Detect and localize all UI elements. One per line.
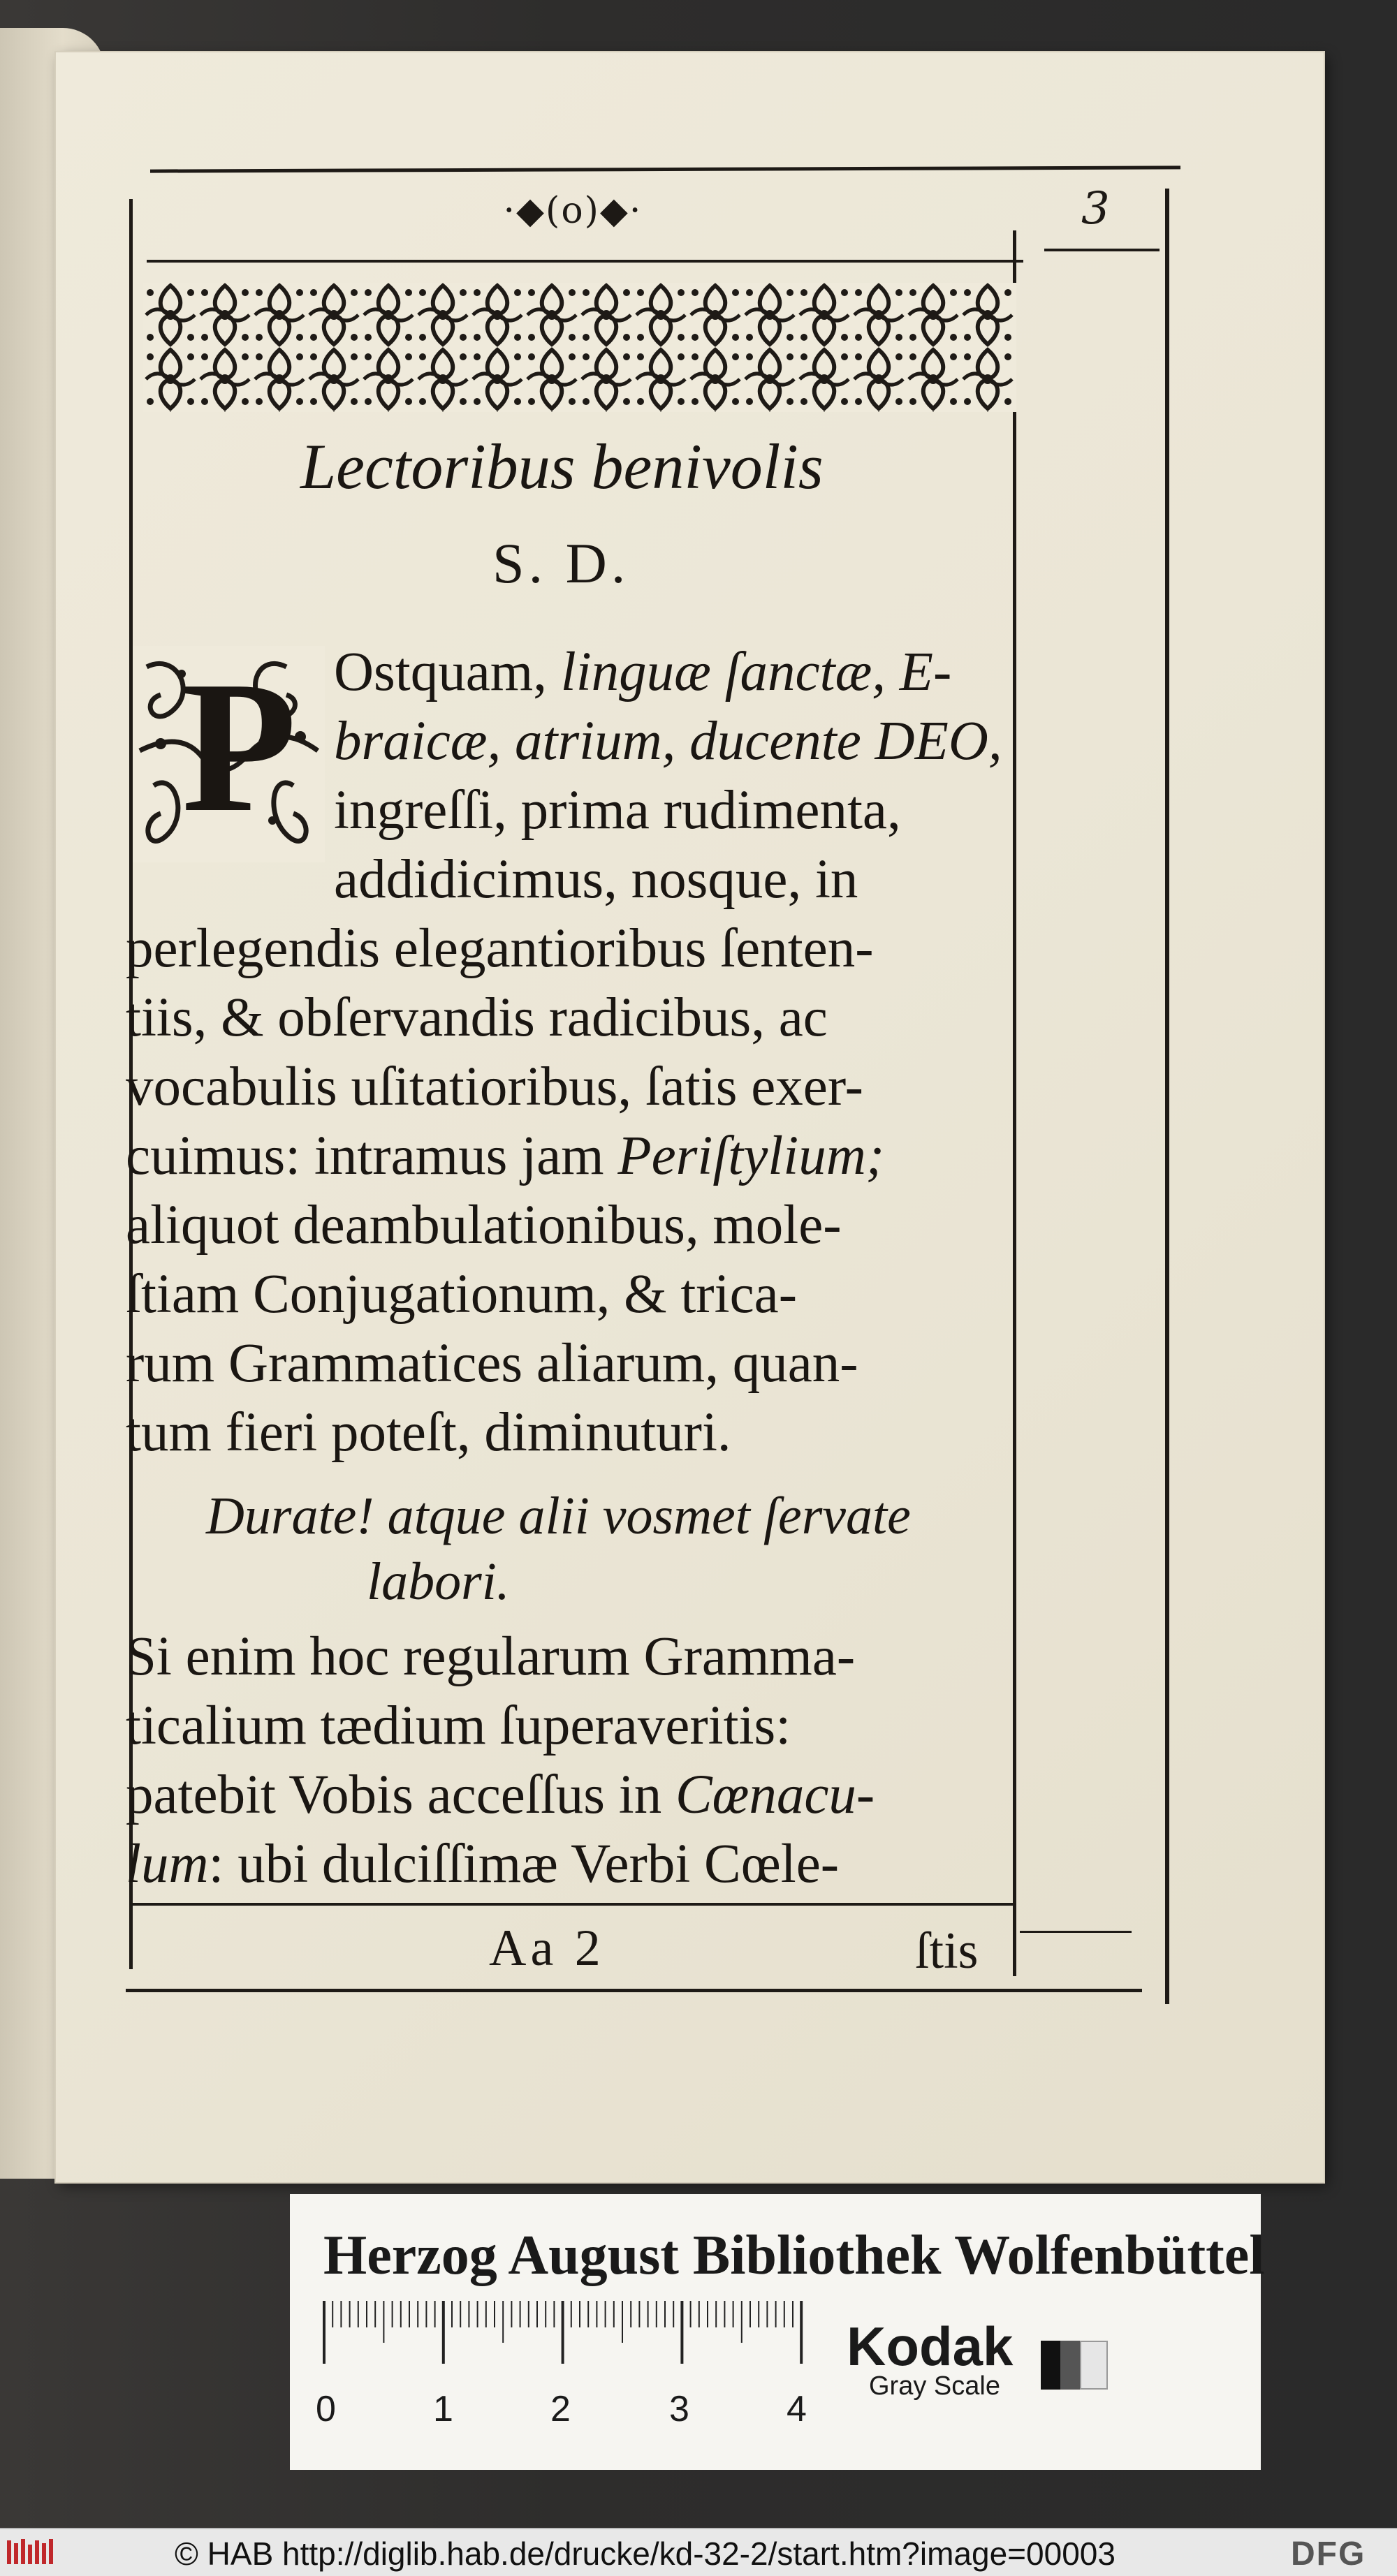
text-span: aliquot deambulationibus, mole- xyxy=(126,1195,842,1256)
scale-number: 2 xyxy=(550,2389,571,2429)
initial-letter: P xyxy=(182,642,297,851)
text-span: addidicimus, nosque, in xyxy=(334,849,858,910)
text-line xyxy=(126,1695,791,1758)
gray-swatch-mid xyxy=(1060,2341,1080,2390)
frame-header-rule xyxy=(147,260,1023,263)
text-span: : ubi dulciſſimæ Verbi Cœle- xyxy=(208,1834,840,1894)
page-number: 3 xyxy=(1081,183,1110,235)
salutation: S. D. xyxy=(492,531,630,595)
text-line xyxy=(126,1401,731,1464)
text-line xyxy=(126,1056,863,1119)
text-line xyxy=(126,918,874,980)
scale-number: 4 xyxy=(787,2389,807,2429)
scale-number: 1 xyxy=(433,2389,453,2429)
text-line xyxy=(126,1125,884,1188)
gray-swatch-light xyxy=(1080,2341,1108,2390)
scale-number: 3 xyxy=(669,2389,689,2429)
catchword: ſtis xyxy=(915,1922,979,1980)
dedication-title: Lectoribus benivolis xyxy=(300,431,824,502)
frame-bottom-rule-right xyxy=(1020,1931,1132,1933)
text-span: cuimus: intramus jam xyxy=(126,1126,618,1186)
decorated-initial xyxy=(133,642,325,862)
text-span: ingreſſi, prima rudimenta, xyxy=(334,780,901,841)
gray-swatch-dark xyxy=(1041,2341,1060,2390)
text-line xyxy=(126,1764,875,1827)
text-line xyxy=(126,1626,855,1688)
dfg-logo: DFG xyxy=(1291,2535,1366,2573)
text-span: ticalium tædium ſuperaveritis: xyxy=(126,1695,791,1756)
text-span: vocabulis uſitatioribus, ſatis exer- xyxy=(126,1057,863,1117)
brand-subtitle: Gray Scale xyxy=(869,2371,1000,2401)
hab-logo-icon xyxy=(6,2536,61,2567)
text-line xyxy=(334,641,951,704)
verse-line-1: Durate! atque alii vosmet ſervate xyxy=(206,1487,911,1545)
header-ornament: ·◆(o)◆· xyxy=(503,190,643,232)
frame-outer-right-rule xyxy=(1165,189,1169,2004)
scale-ruler xyxy=(323,2301,812,2385)
text-span: linguæ ſanctæ, E- xyxy=(560,642,952,702)
text-span: DEO, xyxy=(875,711,1002,772)
text-span: braicæ, atrium, ducente xyxy=(334,711,875,772)
copyright-link[interactable]: © HAB http://diglib.hab.de/drucke/kd-32-2/start.htm?image=00003 xyxy=(175,2535,1116,2572)
text-span: Cœnacu- xyxy=(675,1765,875,1825)
library-name: Herzog August Bibliothek Wolfenbüttel xyxy=(323,2225,1265,2286)
text-line xyxy=(126,1194,842,1257)
text-span: perlegendis elegantioribus ſenten- xyxy=(126,918,874,979)
text-line xyxy=(126,1833,839,1896)
text-line xyxy=(126,1263,797,1326)
frame-inner-right-rule xyxy=(1013,230,1016,1976)
text-span: Ostquam, xyxy=(334,642,561,702)
ornament-band xyxy=(143,283,1016,412)
signature-mark: Aa 2 xyxy=(489,1920,605,1977)
text-line xyxy=(126,1332,858,1395)
text-span: patebit Vobis acceſſus in xyxy=(126,1765,675,1825)
text-line xyxy=(334,779,901,842)
text-span: tiis, & obſervandis radicibus, ac xyxy=(126,987,828,1048)
text-line xyxy=(334,848,858,911)
ornament-pattern xyxy=(143,283,1016,412)
frame-base-rule xyxy=(126,1989,1142,1992)
verse-line-2: labori. xyxy=(367,1552,510,1611)
text-line xyxy=(334,710,1002,773)
text-span: ſtiam Conjugationum, & trica- xyxy=(126,1264,797,1325)
text-line xyxy=(126,987,828,1050)
text-span: rum Grammatices aliarum, quan- xyxy=(126,1333,858,1394)
scale-number: 0 xyxy=(316,2389,336,2429)
text-span: lum xyxy=(126,1834,209,1894)
brand-logo: Kodak xyxy=(847,2316,1014,2377)
text-span: Periſtylium; xyxy=(617,1126,885,1186)
text-span: tum fieri poteſt, diminuturi. xyxy=(126,1402,731,1463)
text-span: Si enim hoc regularum Gramma- xyxy=(126,1626,856,1687)
frame-header-rule-right xyxy=(1044,249,1160,251)
frame-bottom-rule xyxy=(133,1903,1014,1906)
